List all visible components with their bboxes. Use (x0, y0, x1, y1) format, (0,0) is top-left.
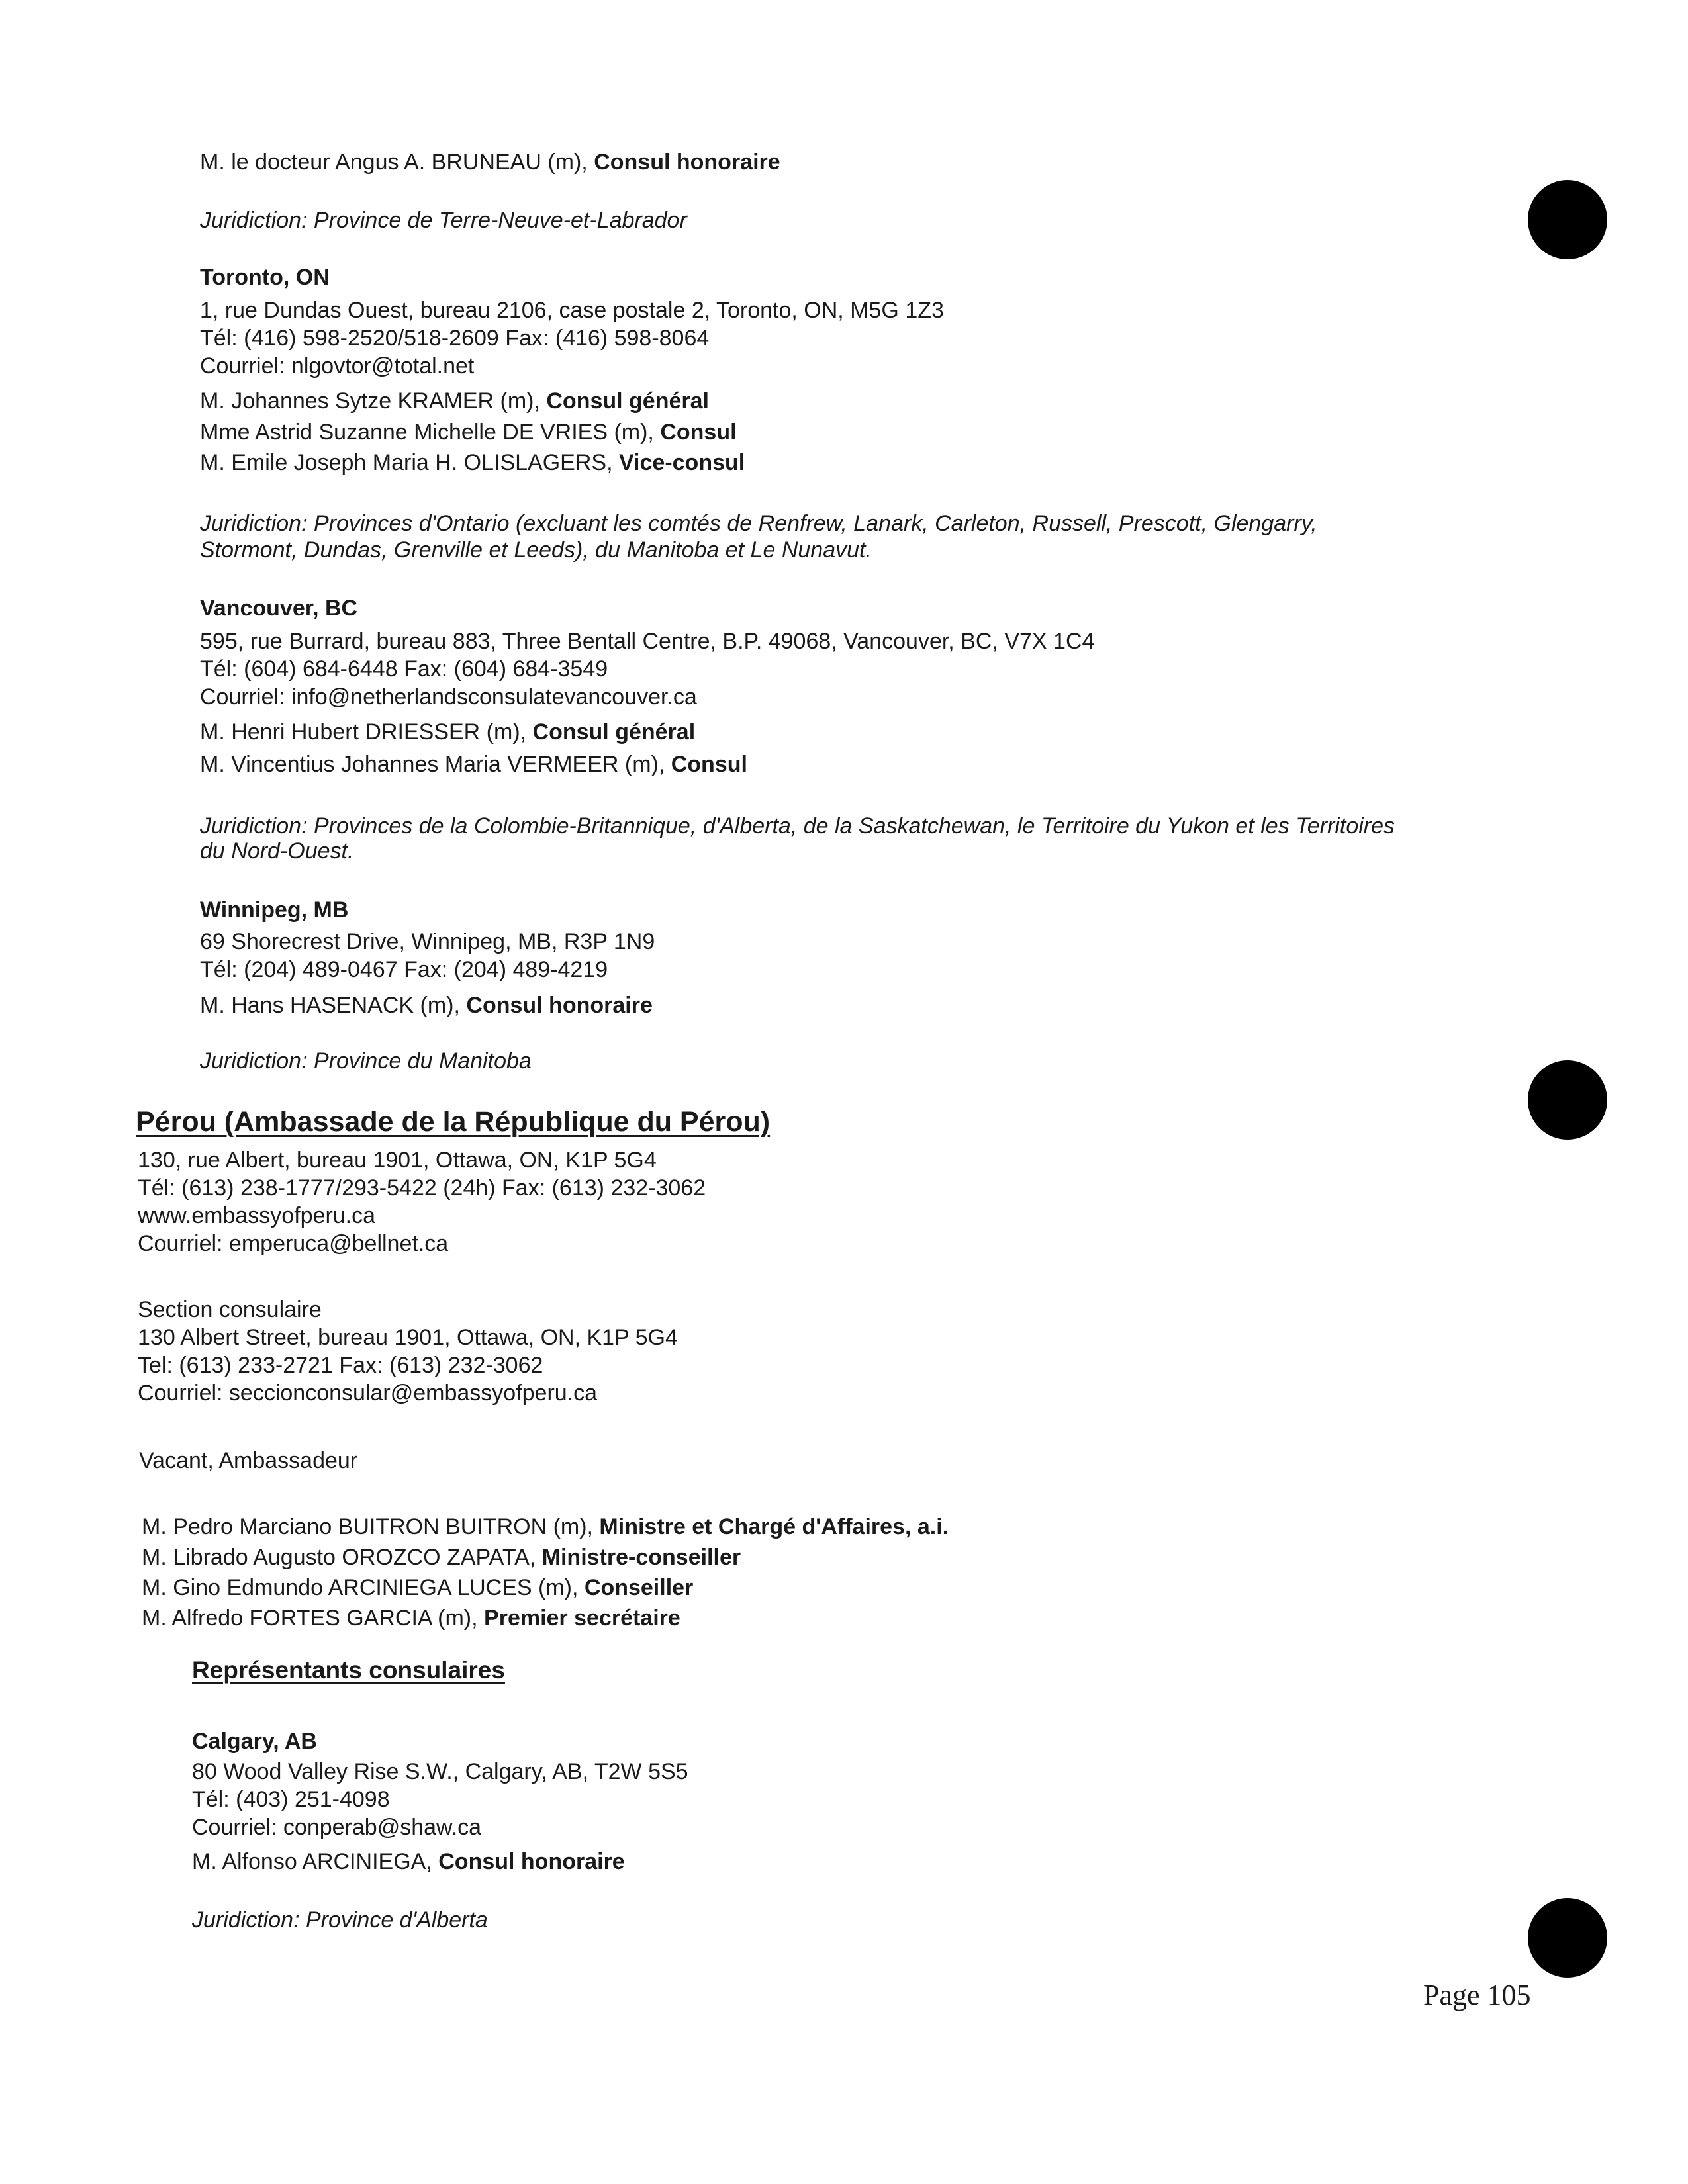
city-heading: Calgary, AB (192, 1729, 317, 1754)
email-line: Courriel: info@netherlandsconsulatevancouver.ca (200, 684, 697, 709)
official-name: M. Johannes Sytze KRAMER (m), (200, 388, 547, 414)
official-title: Ministre et Chargé d'Affaires, a.i. (599, 1514, 949, 1539)
official-name: M. Hans HASENACK (m), (200, 993, 467, 1018)
phone-line: Tél: (416) 598-2520/518-2609 Fax: (416) 598-8064 (200, 326, 710, 351)
address-line: 69 Shorecrest Drive, Winnipeg, MB, R3P 1N9 (200, 929, 655, 954)
phone-line: Tél: (613) 238-1777/293-5422 (24h) Fax: (613) 232-3062 (138, 1175, 706, 1201)
official-name: M. Librado Augusto OROZCO ZAPATA, (142, 1545, 542, 1570)
official-entry (142, 1543, 741, 1571)
official-name: M. Vincentius Johannes Maria VERMEER (m), (200, 752, 671, 777)
email-line: Courriel: seccionconsular@embassyofperu.ca (138, 1381, 598, 1406)
official-entry (200, 718, 695, 746)
official-title: Consul (660, 420, 737, 445)
phone-line: Tél: (403) 251-4098 (192, 1787, 390, 1812)
address-line: 130, rue Albert, bureau 1901, Ottawa, ON, K1P 5G4 (138, 1148, 657, 1173)
city-heading: Vancouver, BC (200, 596, 358, 621)
punch-hole (1528, 1060, 1607, 1140)
official-title: Consul honoraire (438, 1849, 625, 1874)
phone-line: Tél: (604) 684-6448 Fax: (604) 684-3549 (200, 657, 608, 682)
official-title: Premier secrétaire (484, 1606, 680, 1631)
jurisdiction-text: Juridiction: Provinces de la Colombie-Britannique, d'Alberta, de la Saskatchewan, le Territoire du Yukon et les Territoires (200, 813, 1395, 839)
official-entry (200, 148, 780, 176)
official-entry (142, 1604, 680, 1632)
official-title: Ministre-conseiller (541, 1545, 741, 1570)
phone-line: Tel: (613) 233-2721 Fax: (613) 232-3062 (138, 1353, 543, 1378)
official-entry (200, 418, 737, 446)
jurisdiction-text: Juridiction: Province d'Alberta (192, 1907, 488, 1933)
jurisdiction-text: Juridiction: Province de Terre-Neuve-et-Labrador (200, 208, 687, 233)
phone-line: Tél: (204) 489-0467 Fax: (204) 489-4219 (200, 957, 608, 982)
official-entry (200, 991, 653, 1019)
official-entry (142, 1574, 693, 1602)
address-line: 80 Wood Valley Rise S.W., Calgary, AB, T2W 5S5 (192, 1759, 688, 1784)
official-name: M. Henri Hubert DRIESSER (m), (200, 719, 533, 745)
official-name: M. Emile Joseph Maria H. OLISLAGERS, (200, 450, 619, 475)
website-line: www.embassyofperu.ca (138, 1203, 376, 1228)
address-line: 595, rue Burrard, bureau 883, Three Bentall Centre, B.P. 49068, Vancouver, BC, V7X 1C4 (200, 629, 1095, 654)
email-line: Courriel: conperab@shaw.ca (192, 1815, 482, 1840)
page-number: Page 105 (1423, 1979, 1531, 2011)
official-entry (142, 1513, 949, 1541)
official-title: Conseiller (584, 1575, 694, 1600)
jurisdiction-text: Juridiction: Provinces d'Ontario (excluant les comtés de Renfrew, Lanark, Carleton, Russell, Prescott, Glengarry, (200, 511, 1317, 536)
official-name: M. le docteur Angus A. BRUNEAU (m), (200, 150, 594, 175)
city-heading: Toronto, ON (200, 265, 330, 290)
address-line: 1, rue Dundas Ouest, bureau 2106, case postale 2, Toronto, ON, M5G 1Z3 (200, 298, 944, 323)
official-entry (200, 449, 745, 477)
email-line: Courriel: emperuca@bellnet.ca (138, 1231, 449, 1256)
punch-hole (1528, 180, 1607, 259)
official-entry (200, 387, 709, 415)
official-name: M. Gino Edmundo ARCINIEGA LUCES (m), (142, 1575, 585, 1600)
email-line: Courriel: nlgovtor@total.net (200, 353, 475, 379)
official-title: Consul honoraire (466, 993, 653, 1018)
official-entry (200, 751, 747, 778)
official-title: Consul honoraire (594, 150, 780, 175)
official-title: Vice-consul (618, 450, 745, 475)
official-entry: Vacant, Ambassadeur (139, 1448, 358, 1473)
official-name: Mme Astrid Suzanne Michelle DE VRIES (m), (200, 420, 661, 445)
jurisdiction-text: Stormont, Dundas, Grenville et Leeds), du Manitoba et Le Nunavut. (200, 537, 872, 563)
official-entry (192, 1848, 625, 1876)
punch-hole (1528, 1898, 1607, 1978)
city-heading: Winnipeg, MB (200, 897, 349, 923)
official-name: M. Alfonso ARCINIEGA, (192, 1849, 439, 1874)
country-heading: Pérou (Ambassade de la République du Pérou) (136, 1106, 771, 1138)
official-title: Consul général (532, 719, 696, 745)
jurisdiction-text: du Nord-Ouest. (200, 839, 354, 864)
subsection-heading: Représentants consulaires (192, 1657, 505, 1684)
official-name: M. Pedro Marciano BUITRON BUITRON (m), (142, 1514, 600, 1539)
section-label: Section consulaire (138, 1297, 322, 1322)
address-line: 130 Albert Street, bureau 1901, Ottawa, ON, K1P 5G4 (138, 1325, 678, 1350)
official-title: Consul général (546, 388, 709, 414)
official-title: Consul (671, 752, 747, 777)
official-name: M. Alfredo FORTES GARCIA (m), (142, 1606, 485, 1631)
jurisdiction-text: Juridiction: Province du Manitoba (200, 1048, 532, 1073)
